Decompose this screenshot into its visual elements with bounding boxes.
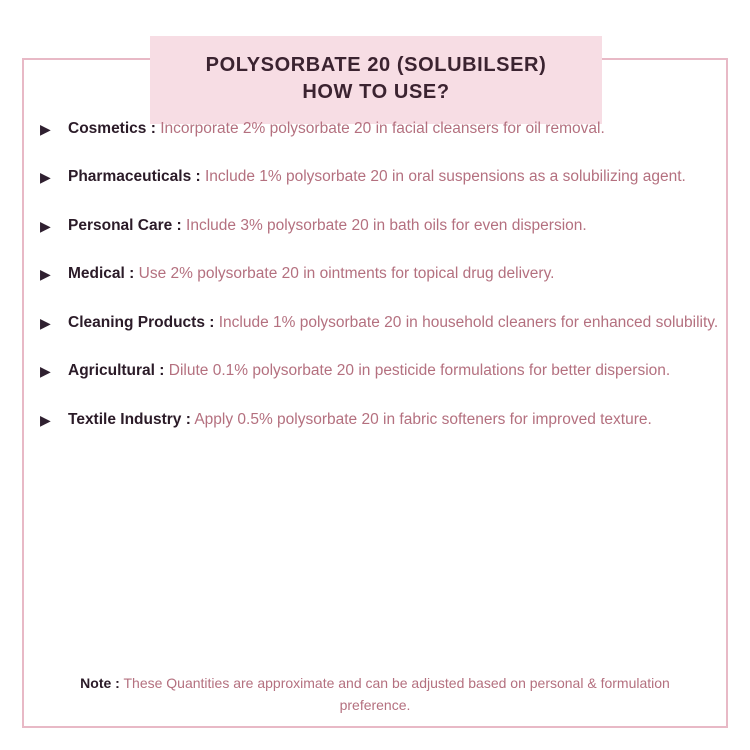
list-item-description: Include 1% polysorbate 20 in household cleaners for enhanced solubility. [218, 313, 719, 331]
usage-list [40, 118, 722, 457]
list-item [40, 215, 722, 237]
title-block [150, 36, 602, 124]
list-item-description: Include 1% polysorbate 20 in oral suspensions as a solubilizing agent. [205, 168, 686, 186]
list-item-body [68, 263, 722, 285]
list-item-description: Include 3% polysorbate 20 in bath oils for even dispersion. [186, 216, 587, 234]
list-item-body [68, 118, 722, 140]
list-item-description: Use 2% polysorbate 20 in ointments for topical drug delivery. [138, 265, 555, 283]
list-item-label: Pharmaceuticals : [68, 168, 201, 186]
list-item-label: Textile Industry : [68, 410, 191, 428]
bullet-arrow-icon: ▶ [40, 411, 51, 428]
title-line-1: POLYSORBATE 20 (SOLUBILSER) [205, 54, 547, 76]
list-item-label: Cosmetics : [68, 120, 156, 137]
list-item-label: Medical : [68, 265, 135, 283]
bullet-arrow-icon: ▶ [40, 314, 51, 331]
bullet-arrow-icon: ▶ [40, 121, 51, 137]
note-text: These Quantities are approximate and can be adjusted based on personal & formulation preference. [123, 675, 670, 714]
list-item-body [68, 166, 722, 188]
bullet-arrow-icon: ▶ [40, 169, 51, 186]
list-item-description: Dilute 0.1% polysorbate 20 in pesticide formulations for better dispersion. [168, 362, 671, 380]
note-label: Note : [80, 675, 120, 691]
bullet-arrow-icon: ▶ [40, 217, 51, 234]
list-item-body [68, 215, 722, 237]
list-item [40, 263, 722, 285]
title-line-2: HOW TO USE? [302, 81, 450, 103]
list-item-label: Cleaning Products : [68, 313, 215, 331]
list-item-label: Personal Care : [68, 216, 182, 234]
list-item-description: Incorporate 2% polysorbate 20 in facial cleansers for oil removal. [160, 120, 605, 137]
list-item [40, 409, 722, 431]
list-item [40, 118, 722, 140]
list-item-label: Agricultural : [68, 362, 165, 380]
list-item [40, 360, 722, 382]
footer-note [60, 672, 690, 717]
bullet-arrow-icon: ▶ [40, 363, 51, 380]
list-item-body [68, 312, 722, 334]
list-item-body [68, 409, 722, 431]
list-item [40, 166, 722, 188]
list-item-body [68, 360, 722, 382]
list-item [40, 312, 722, 334]
bullet-arrow-icon: ▶ [40, 266, 51, 283]
list-item-description: Apply 0.5% polysorbate 20 in fabric softeners for improved texture. [194, 410, 652, 428]
